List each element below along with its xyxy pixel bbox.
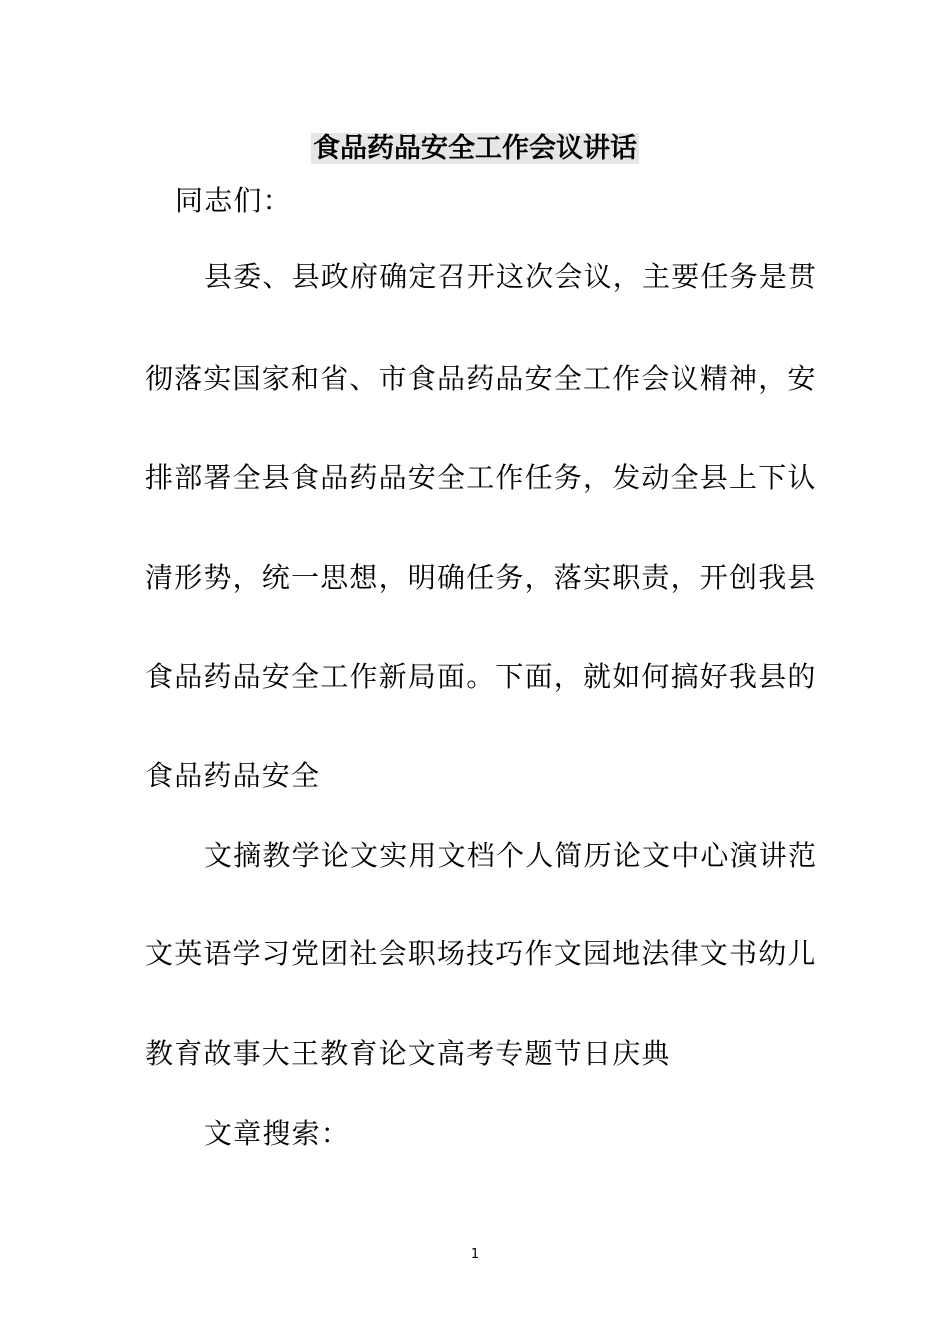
- salutation: 同志们：: [175, 184, 292, 217]
- paragraph-line: 清形势，统一思想，明确任务，落实职责，开创我县: [145, 561, 817, 594]
- document-title: [0, 131, 950, 167]
- paragraph-line: 文摘教学论文实用文档个人简历论文中心演讲范: [204, 839, 818, 872]
- paragraph-line: 彻落实国家和省、市食品药品安全工作会议精神，安: [145, 362, 817, 395]
- page-number: 1: [470, 1247, 480, 1262]
- paragraph-line: 排部署全县食品药品安全工作任务，发动全县上下认: [145, 461, 817, 494]
- paragraph-line: 教育故事大王教育论文高考专题节日庆典: [145, 1037, 671, 1070]
- document-title-text: 食品药品安全工作会议讲话: [313, 133, 637, 164]
- search-label: 文章搜索：: [204, 1117, 351, 1150]
- paragraph-line: 文英语学习党团社会职场技巧作文园地法律文书幼儿: [145, 937, 817, 970]
- paragraph-line: 食品药品安全: [145, 759, 321, 792]
- paragraph-line: 食品药品安全工作新局面。下面，就如何搞好我县的: [145, 660, 817, 693]
- paragraph-line: 县委、县政府确定召开这次会议，主要任务是贯: [204, 260, 818, 293]
